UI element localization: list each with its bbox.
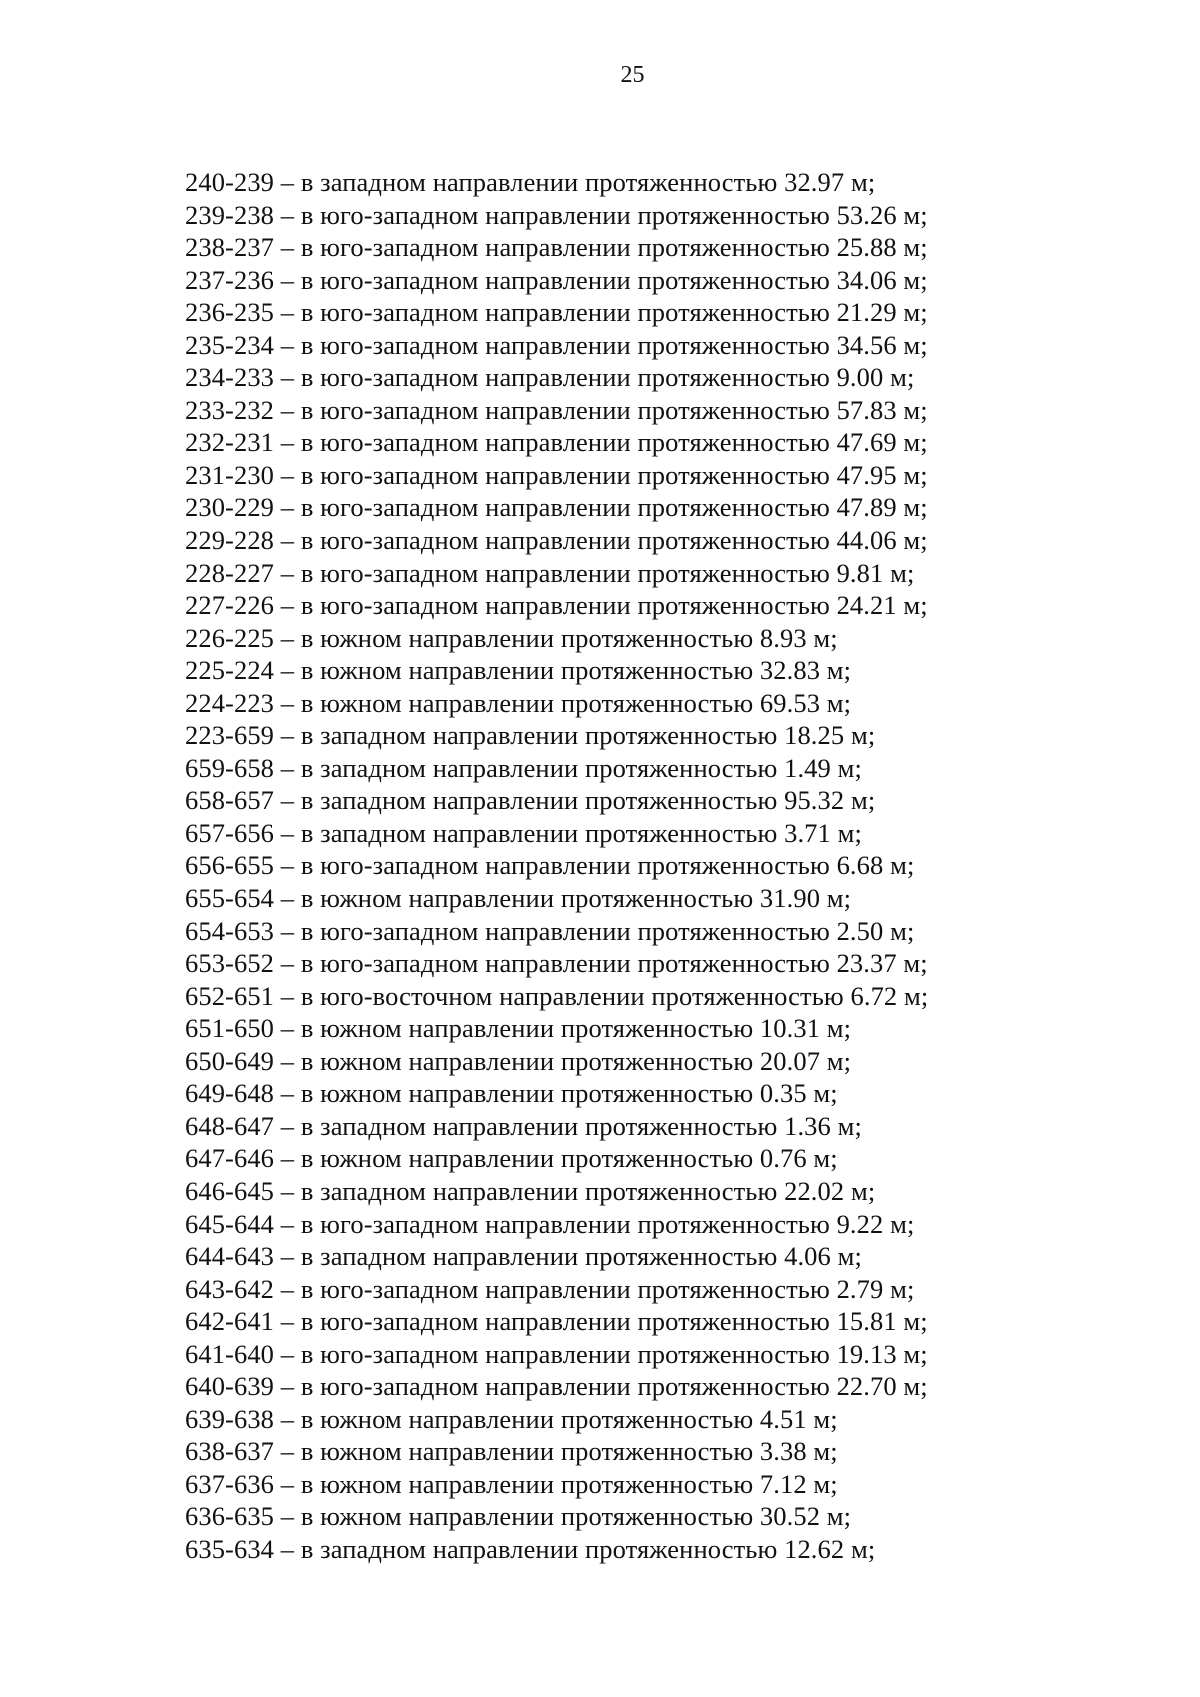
boundary-segment-line: 640-639 – в юго-западном направлении протяженностью 22.70 м; [185, 1371, 928, 1402]
boundary-segment-line: 227-226 – в юго-западном направлении протяженностью 24.21 м; [185, 590, 928, 621]
boundary-segment-line: 231-230 – в юго-западном направлении протяженностью 47.95 м; [185, 459, 928, 490]
boundary-segment-line: 238-237 – в юго-западном направлении протяженностью 25.88 м; [185, 232, 928, 263]
boundary-segment-line: 647-646 – в южном направлении протяженностью 0.76 м; [185, 1143, 838, 1174]
boundary-segment-line: 636-635 – в южном направлении протяженностью 30.52 м; [185, 1501, 852, 1532]
boundary-segment-line: 648-647 – в западном направлении протяженностью 1.36 м; [185, 1110, 862, 1141]
boundary-segment-line: 237-236 – в юго-западном направлении протяженностью 34.06 м; [185, 264, 928, 295]
boundary-segment-line: 225-224 – в южном направлении протяженностью 32.83 м; [185, 655, 852, 686]
page-number: 25 [620, 62, 645, 88]
boundary-segment-line: 654-653 – в юго-западном направлении протяженностью 2.50 м; [185, 915, 915, 946]
boundary-segment-line: 635-634 – в западном направлении протяженностью 12.62 м; [185, 1533, 876, 1564]
boundary-segment-line: 653-652 – в юго-западном направлении протяженностью 23.37 м; [185, 948, 928, 979]
boundary-segment-line: 239-238 – в юго-западном направлении протяженностью 53.26 м; [185, 199, 928, 230]
boundary-segment-line: 645-644 – в юго-западном направлении протяженностью 9.22 м; [185, 1208, 915, 1239]
boundary-segment-line: 642-641 – в юго-западном направлении протяженностью 15.81 м; [185, 1306, 928, 1337]
boundary-segment-line: 646-645 – в западном направлении протяженностью 22.02 м; [185, 1175, 876, 1206]
boundary-segment-line: 657-656 – в западном направлении протяженностью 3.71 м; [185, 817, 862, 848]
boundary-segment-line: 232-231 – в юго-западном направлении протяженностью 47.69 м; [185, 427, 928, 458]
boundary-segment-line: 644-643 – в западном направлении протяженностью 4.06 м; [185, 1241, 862, 1272]
boundary-segment-line: 643-642 – в юго-западном направлении протяженностью 2.79 м; [185, 1273, 915, 1304]
boundary-segment-line: 233-232 – в юго-западном направлении протяженностью 57.83 м; [185, 394, 928, 425]
boundary-segment-line: 639-638 – в южном направлении протяженностью 4.51 м; [185, 1403, 838, 1434]
boundary-segment-line: 224-223 – в южном направлении протяженностью 69.53 м; [185, 687, 852, 718]
boundary-segment-line: 240-239 – в западном направлении протяженностью 32.97 м; [185, 167, 876, 197]
boundary-segment-line: 637-636 – в южном направлении протяженностью 7.12 м; [185, 1468, 838, 1499]
boundary-segment-line: 223-659 – в западном направлении протяженностью 18.25 м; [185, 720, 876, 751]
boundary-segment-line: 228-227 – в юго-западном направлении протяженностью 9.81 м; [185, 557, 915, 588]
boundary-segment-line: 655-654 – в южном направлении протяженностью 31.90 м; [185, 883, 852, 914]
boundary-segment-line: 235-234 – в юго-западном направлении протяженностью 34.56 м; [185, 329, 928, 360]
boundary-segment-line: 652-651 – в юго-восточном направлении протяженностью 6.72 м; [185, 980, 929, 1011]
boundary-segment-line: 658-657 – в западном направлении протяженностью 95.32 м; [185, 785, 876, 816]
boundary-segment-line: 649-648 – в южном направлении протяженностью 0.35 м; [185, 1078, 838, 1109]
boundary-segment-line: 638-637 – в южном направлении протяженностью 3.38 м; [185, 1436, 838, 1467]
boundary-segment-line: 236-235 – в юго-западном направлении протяженностью 21.29 м; [185, 297, 928, 328]
boundary-segment-line: 226-225 – в южном направлении протяженностью 8.93 м; [185, 622, 838, 653]
boundary-segment-line: 229-228 – в юго-западном направлении протяженностью 44.06 м; [185, 525, 928, 556]
boundary-segment-line: 234-233 – в юго-западном направлении протяженностью 9.00 м; [185, 362, 915, 393]
boundary-segment-line: 230-229 – в юго-западном направлении протяженностью 47.89 м; [185, 492, 928, 523]
boundary-segment-line: 656-655 – в юго-западном направлении протяженностью 6.68 м; [185, 850, 915, 881]
boundary-segment-line: 641-640 – в юго-западном направлении протяженностью 19.13 м; [185, 1338, 928, 1369]
boundary-segment-line: 659-658 – в западном направлении протяженностью 1.49 м; [185, 752, 862, 783]
boundary-segment-line: 650-649 – в южном направлении протяженностью 20.07 м; [185, 1045, 852, 1076]
boundary-segment-list [185, 166, 1085, 1566]
boundary-segment-line: 651-650 – в южном направлении протяженностью 10.31 м; [185, 1013, 852, 1044]
